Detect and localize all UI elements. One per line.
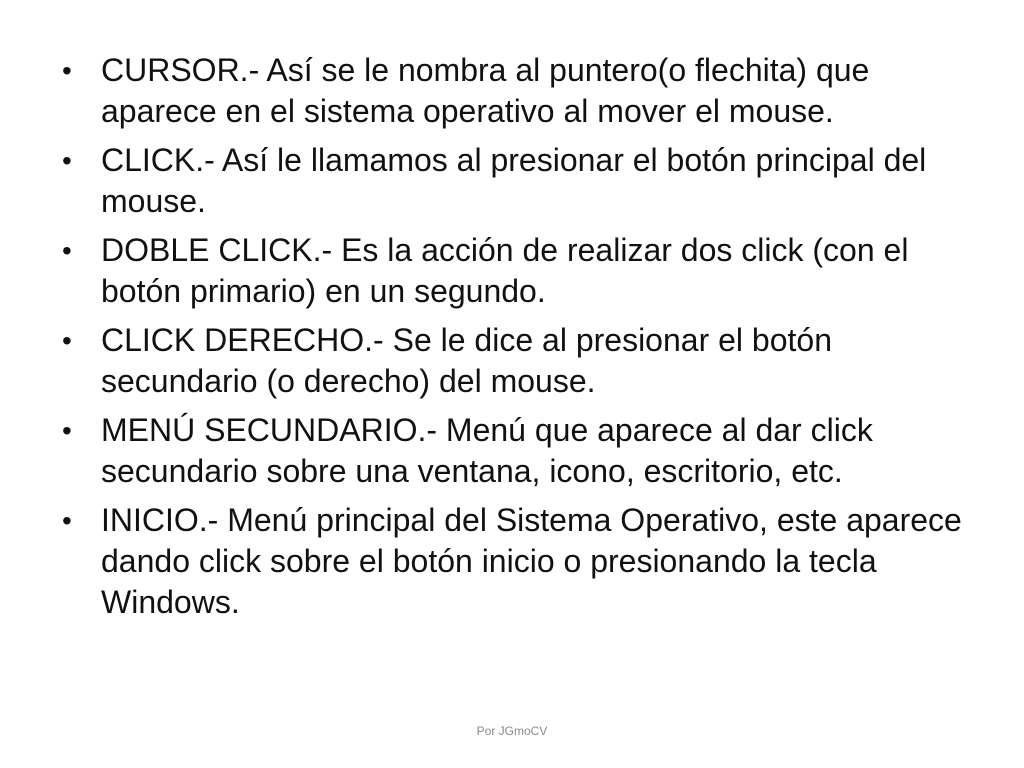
bullet-item-inicio xyxy=(62,500,962,623)
bullet-icon: • xyxy=(62,325,72,356)
bullet-icon: • xyxy=(62,55,72,86)
bullet-text: INICIO.- Menú principal del Sistema Operativo, este aparece dando click sobre el botón inicio o presionando la tecla Windows. xyxy=(101,502,962,620)
bullet-text: CLICK.- Así le llamamos al presionar el botón principal del mouse. xyxy=(101,142,927,219)
bullet-text: CURSOR.- Así se le nombra al puntero(o flechita) que aparece en el sistema operativo al mover el mouse. xyxy=(101,52,870,129)
bullet-text: DOBLE CLICK.- Es la acción de realizar dos click (con el botón primario) en un segundo. xyxy=(101,232,909,309)
bullet-item-click-derecho xyxy=(62,320,962,402)
bullet-item-click xyxy=(62,140,962,222)
bullet-text: MENÚ SECUNDARIO.- Menú que aparece al dar click secundario sobre una ventana, icono, escritorio, etc. xyxy=(101,412,873,489)
bullet-list xyxy=(62,50,962,631)
bullet-item-cursor xyxy=(62,50,962,132)
bullet-icon: • xyxy=(62,145,72,176)
slide-footer: Por JGmoCV xyxy=(476,724,548,738)
bullet-text: CLICK DERECHO.- Se le dice al presionar el botón secundario (o derecho) del mouse. xyxy=(101,322,832,399)
bullet-item-menu-secundario xyxy=(62,410,962,492)
bullet-icon: • xyxy=(62,505,72,536)
bullet-item-doble-click xyxy=(62,230,962,312)
bullet-icon: • xyxy=(62,415,72,446)
bullet-icon: • xyxy=(62,235,72,266)
